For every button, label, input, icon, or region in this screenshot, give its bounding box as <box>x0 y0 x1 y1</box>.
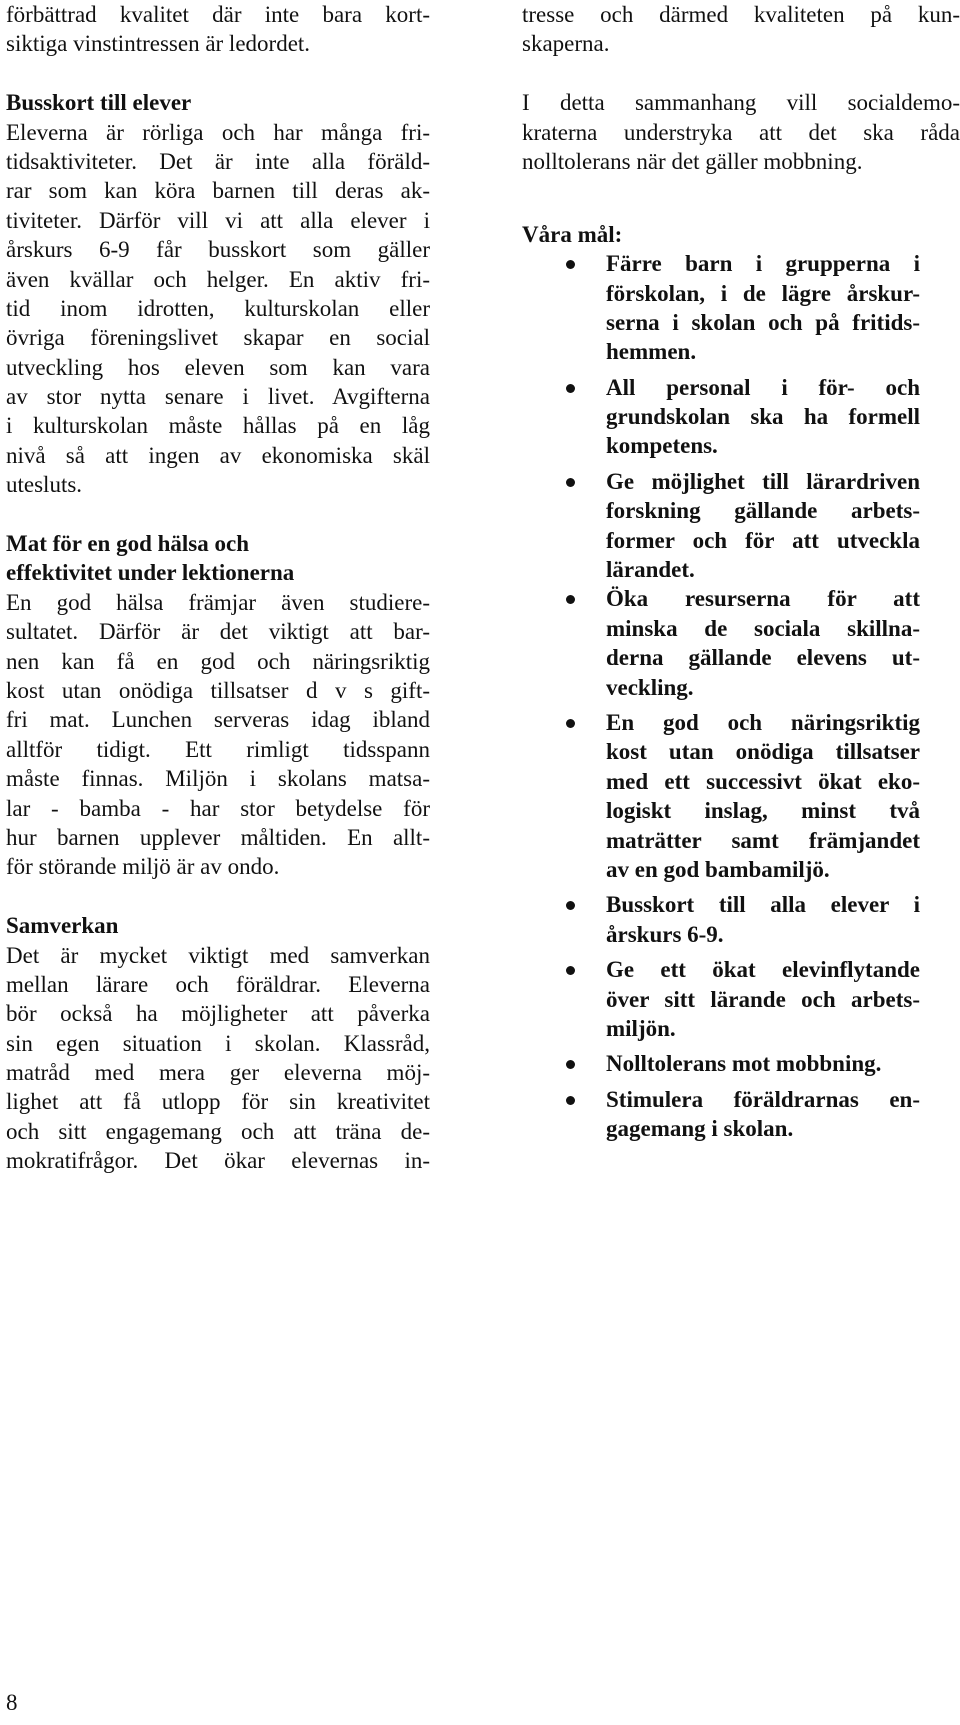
text-line: utveckling hos eleven som kan vara <box>6 354 430 380</box>
text-line: lar - bamba - har stor betydelse för <box>6 795 430 821</box>
text-line: av en god bambamiljö. <box>606 856 830 882</box>
text-line: Ge möjlighet till lärardriven <box>606 468 920 494</box>
text-line: över sitt lärande och arbets- <box>606 986 920 1012</box>
section-heading-samverkan: Samverkan <box>6 913 119 939</box>
list-item <box>522 1085 920 1144</box>
text-line: serna i skolan och på fritids- <box>606 309 920 335</box>
text-line: minska de sociala skillna- <box>606 615 920 641</box>
text-line: för störande miljö är av ondo. <box>6 854 280 880</box>
text-line: Nolltolerans mot mobbning. <box>606 1051 882 1077</box>
section-heading-busskort: Busskort till elever <box>6 90 192 116</box>
text-line: förskolan, i de lägre årskur- <box>606 280 920 306</box>
goals-heading: Våra mål: <box>522 221 623 247</box>
left-column <box>6 0 430 1176</box>
text-line: I detta sammanhang vill socialdemo- <box>522 90 960 116</box>
text-line: En god och näringsriktig <box>606 709 920 735</box>
text-line: skaperna. <box>522 31 610 57</box>
text-line: kost utan onödiga tillsatser d v s gift- <box>6 677 430 703</box>
list-item <box>522 1049 920 1078</box>
text-line: tidsaktiviteter. Det är inte alla föräld- <box>6 148 430 174</box>
text-line: former och för att utveckla <box>606 527 920 553</box>
text-line: kompetens. <box>606 433 718 459</box>
text-line: måste finnas. Miljön i skolans matsa- <box>6 766 430 792</box>
text-line: Ge ett ökat elevinflytande <box>606 957 920 983</box>
text-line: nen kan få en god och näringsriktig <box>6 648 430 674</box>
text-line: grundskolan ska ha formell <box>606 404 920 430</box>
text-line: med ett successivt ökat eko- <box>606 768 920 794</box>
text-line: fri mat. Lunchen serveras idag ibland <box>6 707 430 733</box>
section-heading-mat: Mat för en god hälsa och <box>6 531 249 557</box>
text-line: övriga föreningslivet skapar en social <box>6 325 430 351</box>
text-line: sin egen situation i skolan. Klassråd, <box>6 1030 430 1056</box>
text-line: kraterna understryka att det ska råda <box>522 119 960 145</box>
bullet-icon <box>566 966 575 975</box>
text-line: årskurs 6-9. <box>606 921 724 947</box>
text-line: årskurs 6-9 får busskort som gäller <box>6 237 430 263</box>
text-line: tresse och därmed kvaliteten på kun- <box>522 2 960 27</box>
text-line: Eleverna är rörliga och har många fri- <box>6 119 430 145</box>
text-line: gagemang i skolan. <box>606 1116 794 1142</box>
text-line: derna gällande elevens ut- <box>606 645 920 671</box>
list-item <box>522 708 920 884</box>
text-line: forskning gällande arbets- <box>606 498 920 524</box>
text-line: All personal i för- och <box>606 374 920 400</box>
text-line: lärandet. <box>606 557 695 583</box>
text-line: utesluts. <box>6 472 83 498</box>
text-line: En god hälsa främjar även studiere- <box>6 589 430 615</box>
text-line: nivå så att ingen av ekonomiska skäl <box>6 442 430 468</box>
text-line: matråd med mera ger eleverna möj- <box>6 1060 430 1086</box>
bullet-icon <box>566 260 575 269</box>
list-item <box>522 584 920 702</box>
text-line: siktiga vinstintressen är ledordet. <box>6 31 311 57</box>
bullet-icon <box>566 901 575 910</box>
text-line: kost utan onödiga tillsatser <box>606 739 920 765</box>
text-line: sultatet. Därför är det viktigt att bar- <box>6 619 430 645</box>
goals-list <box>522 249 960 1143</box>
text-line: hemmen. <box>606 339 697 365</box>
text-line: Busskort till alla elever i <box>606 892 920 918</box>
text-line: lighet att få utlopp för sin kreativitet <box>6 1089 430 1115</box>
list-item <box>522 955 920 1043</box>
right-column <box>522 0 960 1143</box>
text-line: tid inom idrotten, kulturskolan eller <box>6 295 430 321</box>
list-item <box>522 467 920 585</box>
text-line: och sitt engagemang och att träna de- <box>6 1118 430 1144</box>
list-item <box>522 249 920 367</box>
text-line: av stor nytta senare i livet. Avgifterna <box>6 384 430 410</box>
text-line: förbättrad kvalitet där inte bara kort- <box>6 2 430 27</box>
text-line: även kvällar och helger. En aktiv fri- <box>6 266 430 292</box>
list-item <box>522 373 920 461</box>
text-line: maträtter samt främjandet <box>606 827 920 853</box>
text-line: Stimulera föräldrarnas en- <box>606 1086 920 1112</box>
text-line: Öka resurserna för att <box>606 586 920 612</box>
bullet-icon <box>566 384 575 393</box>
bullet-icon <box>566 1060 575 1069</box>
list-item <box>522 890 920 949</box>
bullet-icon <box>566 1096 575 1105</box>
text-line: alltför tidigt. Ett rimligt tidsspann <box>6 736 430 762</box>
section-heading-mat-2: effektivitet under lektionerna <box>6 560 295 586</box>
text-line: veckling. <box>606 674 694 700</box>
text-line: bör också ha möjligheter att påverka <box>6 1001 430 1027</box>
text-line: Färre barn i grupperna i <box>606 251 920 277</box>
text-line: mokratifrågor. Det ökar elevernas in- <box>6 1148 430 1174</box>
bullet-icon <box>566 478 575 487</box>
text-line: mellan lärare och föräldrar. Eleverna <box>6 971 430 997</box>
text-line: rar som kan köra barnen till deras ak- <box>6 178 430 204</box>
bullet-icon <box>566 595 575 604</box>
text-line: tiviteter. Därför vill vi att alla elever i <box>6 207 430 233</box>
text-line: i kulturskolan måste hållas på en låg <box>6 413 430 439</box>
text-line: miljön. <box>606 1015 676 1041</box>
text-line: logiskt inslag, minst två <box>606 798 920 824</box>
page-number: 8 <box>6 1690 18 1715</box>
text-line: hur barnen upplever måltiden. En allt- <box>6 824 430 850</box>
bullet-icon <box>566 719 575 728</box>
text-line: Det är mycket viktigt med samverkan <box>6 942 430 968</box>
text-line: nolltolerans när det gäller mobbning. <box>522 148 863 174</box>
